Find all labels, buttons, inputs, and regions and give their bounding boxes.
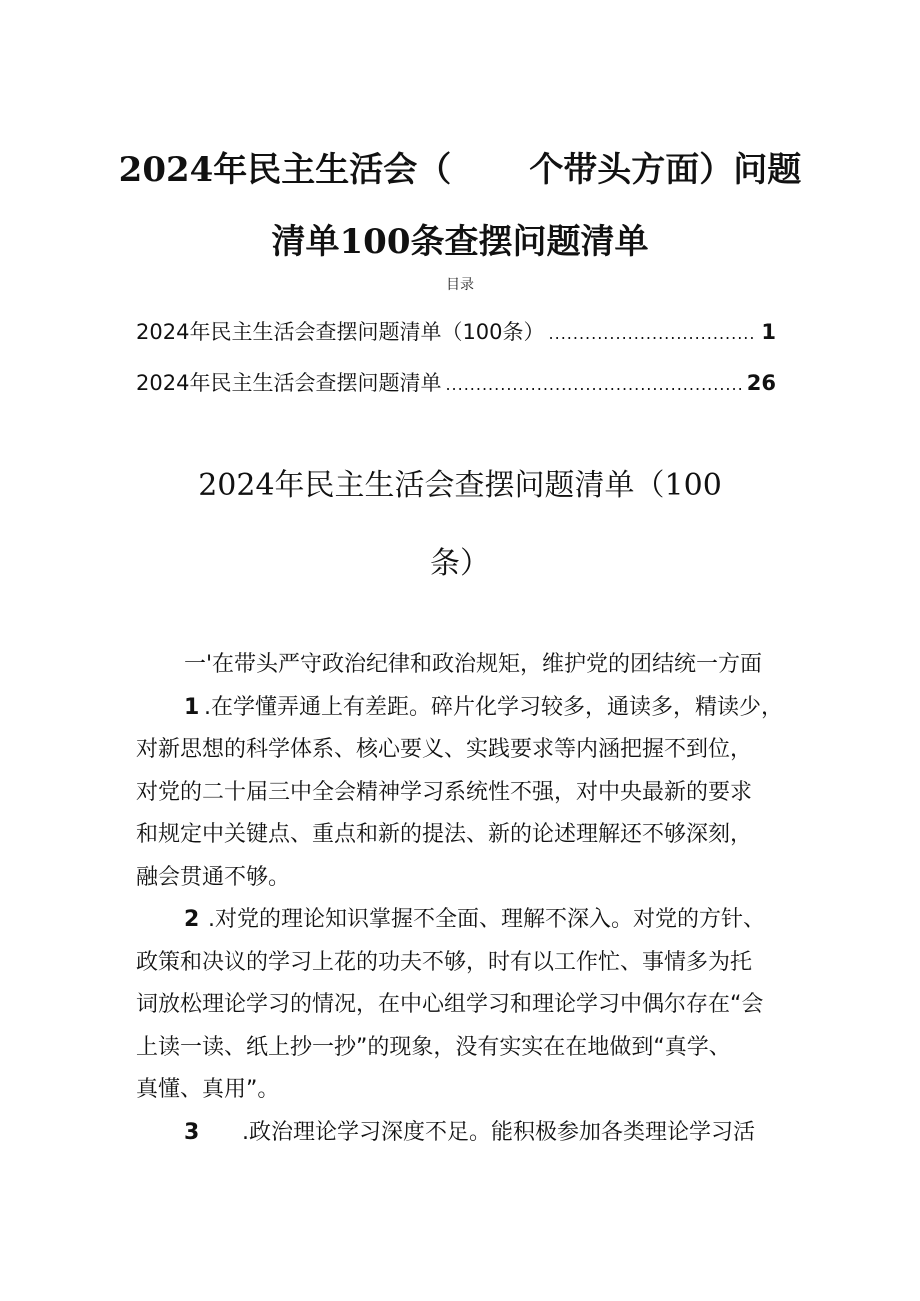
body-text (136, 644, 796, 1154)
toc-entry-2-page: 26 (746, 371, 776, 395)
doc-title-line-1-right: 个带头方面）问题 (529, 150, 802, 190)
list-item: 1 .在学懂弄通上有差距。碎片化学习较多，通读多，精读少， 对新思想的科学体系、核心要义、实践要求等内涵把握不到位， 对党的二十届三中全会精神学习系统性不强，对中央最新的要求 和规定中关键点、重点和新的提法、新的论述理解还不够深刻， 融会贯通不够。 (136, 687, 796, 900)
list-item: 3 .政治理论学习深度不足。能积极参加各类理论学习活 (136, 1112, 796, 1155)
toc-leader-dots (445, 375, 742, 394)
section-title-line-2: 条） (430, 546, 490, 581)
item-number: 2 (184, 907, 200, 932)
doc-title-line-1-left: 2024年民主生活会（ (118, 150, 452, 190)
section-title-line-1: 2024年民主生活会查摆问题清单（100 (198, 468, 722, 503)
toc-entry-1-page: 1 (761, 320, 776, 344)
doc-title-line-2: 清单100条查摆问题清单 (271, 222, 649, 262)
toc-leader-dots (549, 324, 758, 343)
list-item: 2 .对党的理论知识掌握不全面、理解不深入。对党的方针、 政策和决议的学习上花的功夫不够，时有以工作忙、事情多为托 词放松理论学习的情况，在中心组学习和理论学习中偶尔存在“会 上读一读、纸上抄一抄”的现象，没有实实在在地做到“真学、 真懂、真用”。 (136, 899, 796, 1112)
item-number: 1 (184, 694, 200, 720)
toc-entry-2[interactable] (136, 367, 776, 397)
section-heading: 一'在带头严守政治纪律和政治规矩，维护党的团结统一方面 (184, 652, 763, 677)
toc-entry-1-text: 2024年民主生活会查摆问题清单（100条） (136, 320, 545, 344)
toc-heading: 目录 (446, 277, 474, 293)
doc-title-line-1 (0, 142, 920, 191)
toc-entry-1[interactable] (136, 316, 776, 346)
toc-entry-2-text: 2024年民主生活会查摆问题清单 (136, 371, 442, 395)
item-number: 3 (184, 1119, 200, 1145)
